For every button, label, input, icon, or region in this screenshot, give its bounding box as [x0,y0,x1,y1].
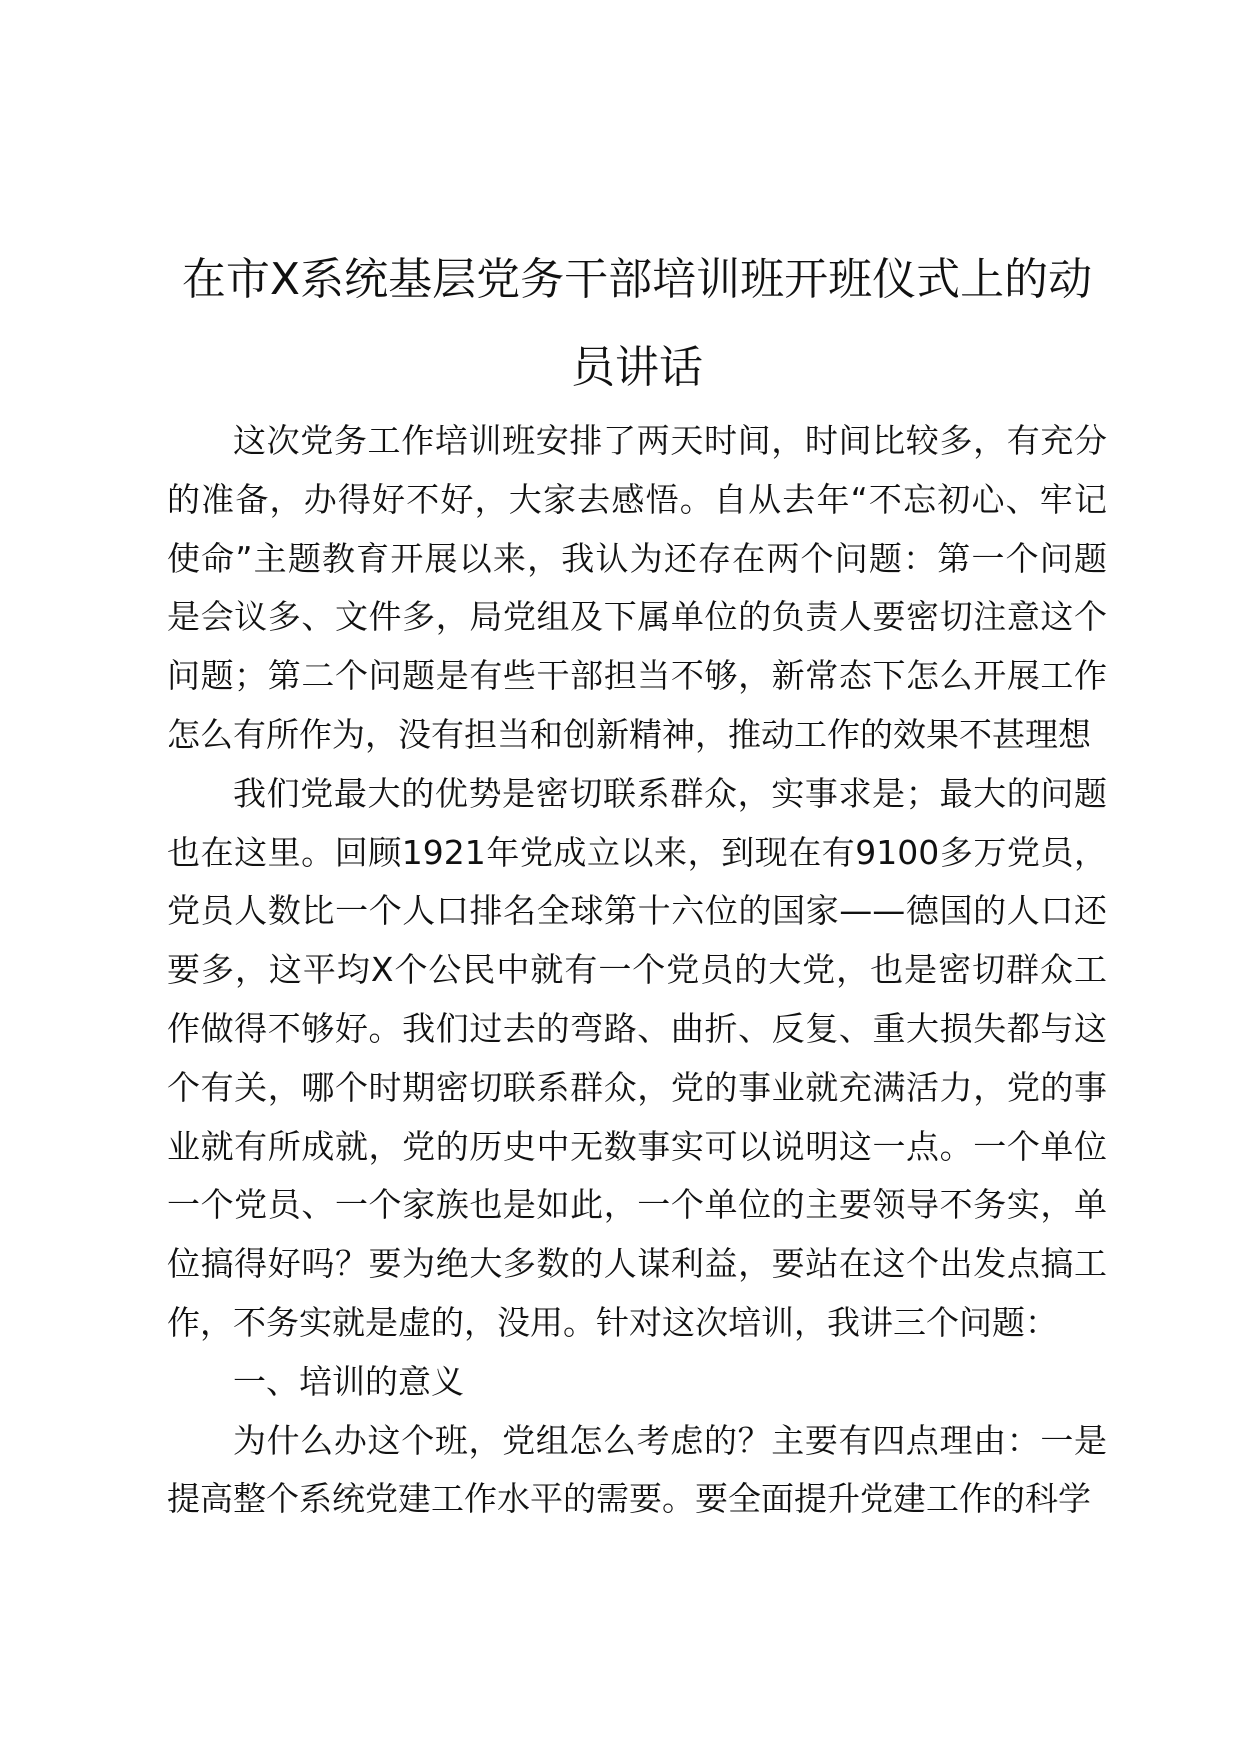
body-paragraph-1: 这次党务工作培训班安排了两天时间，时间比较多，有充分的准备，办得好不好，大家去感悟。自从去年“不忘初心、牢记使命”主题教育开展以来，我认为还存在两个问题：第一个问题是会议多、文件多，局党组及下属单位的负责人要密切注意这个问题；第二个问题是有些干部担当不够，新常态下怎么开展工作怎么有所作为，没有担当和创新精神，推动工作的效果不甚理想 [167,421,1107,754]
section-paragraph: 为什么办这个班，党组怎么考虑的？主要有四点理由：一是提高整个系统党建工作水平的需要。要全面提升党建工作的科学 [167,1420,1107,1519]
document-page [167,236,1107,1529]
section-heading: 一、培训的意义 [233,1361,464,1401]
body-paragraph-2: 我们党最大的优势是密切联系群众，实事求是；最大的问题也在这里。回顾1921年党成立以来，到现在有9100多万党员，党员人数比一个人口排名全球第十六位的国家——德国的人口还要多，这平均X个公民中就有一个党员的大党，也是密切群众工作做得不够好。我们过去的弯路、曲折、反复、重大损失都与这个有关，哪个时期密切联系群众，党的事业就充满活力，党的事业就有所成就，党的历史中无数事实可以说明这一点。一个单位一个党员、一个家族也是如此，一个单位的主要领导不务实，单位搞得好吗？要为绝大多数的人谋利益，要站在这个出发点搞工作，不务实就是虚的，没用。针对这次培训，我讲三个问题： [167,773,1107,1342]
document-title: 在市X系统基层党务干部培训班开班仪式上的动员讲话 [181,254,1093,393]
